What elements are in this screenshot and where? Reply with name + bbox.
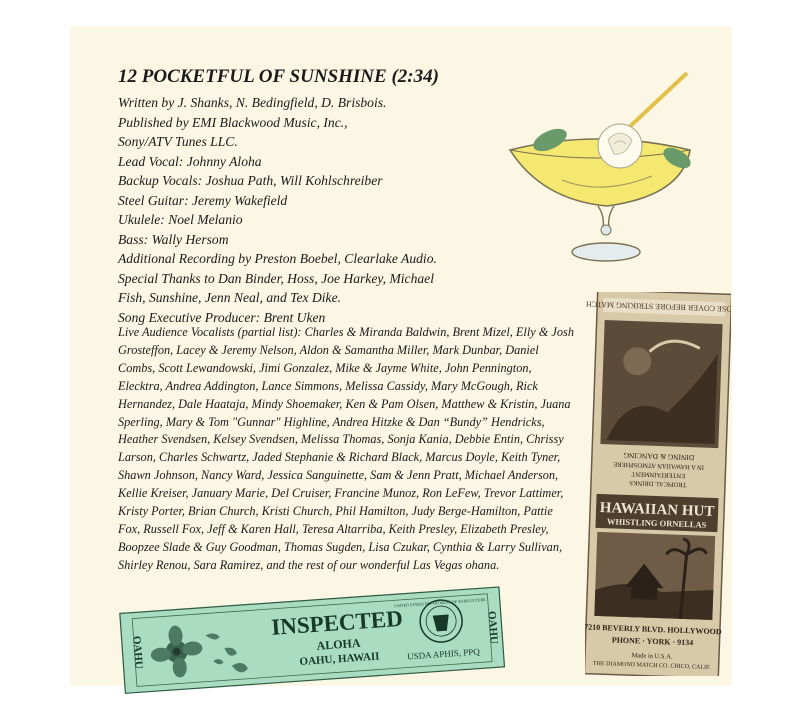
tag-line-2: OAHU, HAWAII bbox=[299, 650, 380, 669]
credit-line: Song Executive Producer: Brent Uken bbox=[118, 309, 326, 325]
song-credits bbox=[118, 93, 538, 327]
matchbook-phone: PHONE · YORK · 9134 bbox=[611, 635, 694, 648]
matchbook-top-strip: CLOSE COVER BEFORE STRIKING MATCH bbox=[585, 299, 731, 314]
live-audience-vocalists: Live Audience Vocalists (partial list): Charles & Miranda Baldwin, Brent Mizel, Elly & Josh Grosteffon, Lacey & Jeremy Nelson, Aldon & Samantha Miller, Mark Dunbar, Daniel Combs, Scott Lewandowski, Jimi Gonzalez, Mike & Jayme White, John Pennington, Elecktra, Andrea Addington, Lance Simmons, Melissa Cassidy, Mary McGough, Rick Hernandez, Dale Haataja, Mindy Shoemaker, Ken & Pam Olsen, Matthew & Kristin, Juana Sperling, Mary & Tom "Gunnar" Highline, Andrea Hitzke & Dan “Bundy” Hendricks, Heather Svendsen, Kelsey Svendsen, Melissa Thomas, Sonja Kania, Debbie Entin, Chrissy Larson, Charles Schwartz, Jaded Stephanie & Richard Black, Marcus Doyle, Keith Tyner, Shawn Johnson, Nancy Ward, Jessica Sanguinette, Sam & Jenn Pratt, Michael Anderson, Kellie Kreiser, January Marie, Del Cruiser, Francine Munoz, Ron LeFew, Trevor Lattimer, Kristy Porter, Brian Church, Kristi Church, Phil Hamilton, Judy Berge-Hamilton, Pattie Fox, Russell Fox, Jeff & Karen Hall, Teresa Altarriba, Keith Presley, Elizabeth Presley, Boopzee Slade & Guy Goodman, Thomas Sugden, Lisa Czukar, Cynthia & Larry Sullivan, Shirley Renou, Sara Ramirez, and the rest of our wonderful Las Vegas ohana. bbox=[118, 325, 574, 572]
credit-line: Sony/ATV Tunes LLC. bbox=[118, 134, 238, 149]
matchbook-address: 7210 BEVERLY BLVD. HOLLYWOOD bbox=[585, 622, 722, 637]
matchbook-dining-line: TROPICAL DRINKS bbox=[629, 479, 687, 488]
matchbook-subtitle: WHISTLING ORNELLAS bbox=[606, 516, 707, 530]
credit-line: Published by EMI Blackwood Music, Inc., bbox=[118, 114, 348, 130]
tag-main-label: INSPECTED bbox=[270, 605, 404, 640]
liner-notes-page bbox=[70, 26, 732, 686]
credit-line: Written by J. Shanks, N. Bedingfield, D. Brisbois. bbox=[118, 95, 387, 110]
hawaiian-hut-matchbook bbox=[585, 292, 731, 676]
cocktail-glass-illustration bbox=[502, 68, 702, 273]
credit-line: Lead Vocal: Johnny Aloha bbox=[118, 153, 262, 169]
matchbook-dining-line: ENTERTAINMENT bbox=[631, 470, 686, 479]
matchbook-maker: THE DIAMOND MATCH CO. CHICO, CALIF. bbox=[592, 660, 711, 671]
credit-line: Steel Guitar: Jeremy Wakefield bbox=[118, 192, 288, 208]
tag-agency: USDA APHIS, PPQ bbox=[406, 646, 481, 662]
credit-line: Special Thanks to Dan Binder, Hoss, Joe Harkey, Michael bbox=[118, 270, 434, 286]
matchbook-name: HAWAIIAN HUT bbox=[599, 499, 715, 520]
tag-side-left: OAHU bbox=[130, 635, 145, 670]
credit-line: Fish, Sunshine, Jenn Neal, and Tex Dike. bbox=[118, 290, 342, 305]
credit-line: Ukulele: Noel Melanio bbox=[118, 212, 243, 227]
tag-seal-text: UNITED STATES DEPARTMENT OF AGRICULTURE bbox=[393, 596, 486, 609]
matchbook-dining-line: IN A HAWAIIAN ATMOSPHERE bbox=[613, 460, 705, 471]
tag-side-right: OAHU bbox=[485, 610, 500, 645]
song-title: 12 POCKETFUL OF SUNSHINE (2:34) bbox=[118, 66, 439, 87]
matchbook-dining-line: DINING & DANCING bbox=[623, 450, 695, 463]
tag-line-1: ALOHA bbox=[316, 635, 361, 653]
credit-line: Backup Vocals: Joshua Path, Will Kohlschreiber bbox=[118, 173, 383, 188]
credit-line: Bass: Wally Hersom bbox=[118, 231, 229, 247]
matchbook-made-in: Made in U.S.A. bbox=[631, 652, 673, 661]
inspected-tag bbox=[120, 590, 508, 686]
credit-line: Additional Recording by Preston Boebel, Clearlake Audio. bbox=[118, 251, 437, 266]
